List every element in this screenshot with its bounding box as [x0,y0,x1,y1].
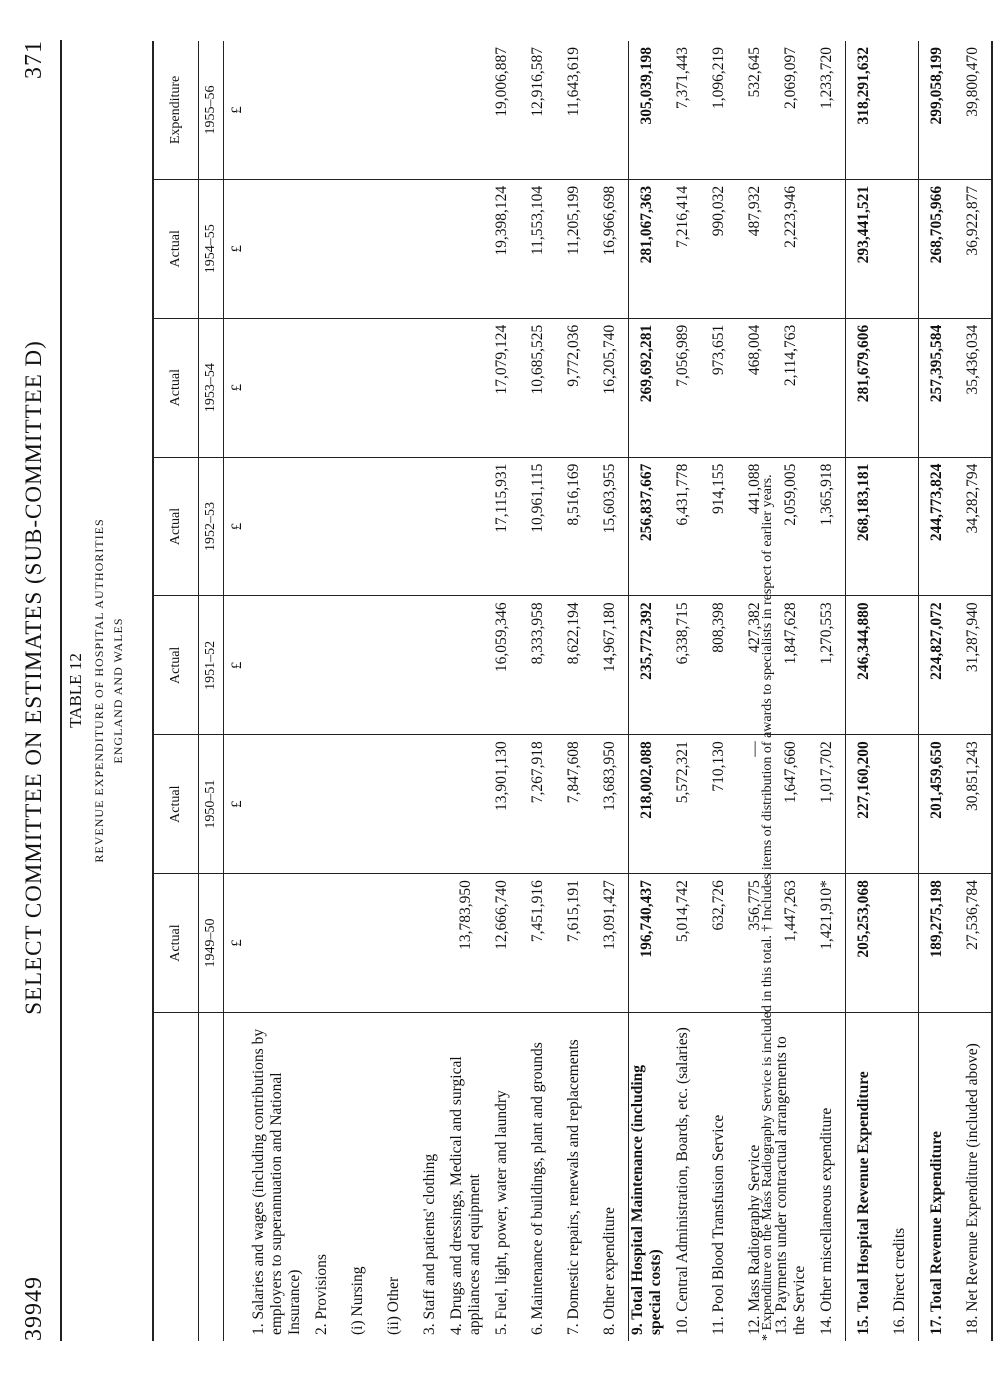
cell-value: 14,967,180 [592,596,629,735]
cell-value: 632,726 [701,874,737,1013]
cell-value: 8,622,194 [556,596,592,735]
cell-value: 35,436,034 [955,318,992,457]
cell-value: 318,291,632 [846,41,883,179]
cell-value [412,457,448,596]
cell-value: 487,932 [737,179,773,318]
cell-value [340,735,376,874]
cell-value: 16,205,740 [592,318,629,457]
cell-value: 5,014,742 [665,874,701,1013]
cell-value: 1,447,263 [773,874,809,1013]
table-subtitle-1: REVENUE EXPENDITURE OF HOSPITAL AUTHORITIES [92,518,106,863]
cell-value: 11,553,104 [520,179,556,318]
cell-value: 8,516,169 [556,457,592,596]
cell-value: 7,615,191 [556,874,592,1013]
cell-value [448,41,484,179]
cell-value [376,457,412,596]
cell-value [448,596,484,735]
cell-value [412,874,448,1013]
table-title-block [66,0,126,1381]
row-label: 15. Total Hospital Revenue Expenditure [846,1012,883,1341]
cell-value [376,874,412,1013]
cell-value [376,41,412,179]
row-label: 7. Domestic repairs, renewals and replacements [556,1012,592,1341]
cell-value: 201,459,650 [919,735,956,874]
cell-value: 9,772,036 [556,318,592,457]
cell-value [304,41,340,179]
cell-value: 1,365,918 [809,457,846,596]
cell-value [882,179,919,318]
table-row [412,41,448,1341]
cell-value: 2,059,005 [773,457,809,596]
row-label: 13. Payments under contractual arrangements to the Service [773,1012,809,1341]
table-year-row [199,41,224,1341]
cell-value: 27,536,784 [955,874,992,1013]
cell-value: 244,773,824 [919,457,956,596]
cell-value [412,41,448,179]
cell-value: 356,775 [737,874,773,1013]
row-label: (i) Nursing [340,1012,376,1341]
cell-value [448,457,484,596]
page-number: 371 [20,40,47,79]
cell-value: 13,901,130 [484,735,520,874]
cell-value: 5,572,321 [665,735,701,874]
cell-value: 2,069,097 [782,47,799,109]
row-label: 6. Maintenance of buildings, plant and grounds [520,1012,556,1341]
row-label: 9. Total Hospital Maintenance (including special costs) [629,1012,666,1341]
cell-value: 973,651 [701,318,737,457]
cell-value: 8,333,958 [520,596,556,735]
cell-value: 2,223,946 [773,179,809,318]
cell-value [250,457,304,596]
cell-value [412,596,448,735]
cell-value [882,596,919,735]
cell-value [250,874,304,1013]
cell-value: 7,056,989 [665,318,701,457]
cell-value: 532,645 [746,47,763,98]
cell-value: 10,685,525 [520,318,556,457]
currency-mark: £ [224,318,251,457]
table-row [701,41,737,1341]
row-label: 3. Staff and patients' clothing [412,1012,448,1341]
cell-value [376,735,412,874]
cell-value: 10,961,115 [520,457,556,596]
cell-value: 990,032 [701,179,737,318]
cell-value: 468,004 [737,318,773,457]
cell-value: 1,421,910* [809,874,846,1013]
cell-value [376,179,412,318]
running-head [18,40,50,1341]
table-row [304,41,340,1341]
cell-value: 19,398,124 [484,179,520,318]
table-row [665,41,701,1341]
currency-mark: £ [224,457,251,596]
cell-value: 268,705,966 [919,179,956,318]
cell-value: 256,837,667 [629,457,666,596]
cell-value: 11,643,619 [565,47,582,117]
cell-value [882,318,919,457]
table-row [955,41,992,1341]
header-desc [153,1012,199,1341]
cell-value [809,318,846,457]
cell-value: 1,017,702 [809,735,846,874]
table-row [340,41,376,1341]
cell-value: 235,772,392 [629,596,666,735]
table-row [809,41,846,1341]
row-label: 12. Mass Radiography Service [737,1012,773,1341]
running-head-title: SELECT COMMITTEE ON ESTIMATES (SUB-COMMITTEE D) [21,340,46,1015]
cell-value [412,179,448,318]
cell-value [376,318,412,457]
table-subtitle-2: ENGLAND AND WALES [111,617,125,764]
cell-value [340,318,376,457]
cell-value: 13,783,950 [448,874,484,1013]
cell-value [412,735,448,874]
cell-value: 7,847,608 [556,735,592,874]
table-header-row [153,41,199,1341]
header-col-type: Actual [153,457,199,596]
cell-value: 808,398 [701,596,737,735]
cell-value [882,41,919,179]
cell-value: 205,253,068 [846,874,883,1013]
cell-value: 1,647,660 [773,735,809,874]
cell-value [882,457,919,596]
cell-value [592,41,629,179]
header-col-years: 1953–54 [199,318,224,457]
currency-mark: £ [224,874,251,1013]
cell-value: 34,282,794 [955,457,992,596]
cell-value: 6,338,715 [665,596,701,735]
cell-value: 13,683,950 [592,735,629,874]
cell-value: 30,851,243 [955,735,992,874]
cell-value: 11,205,199 [556,179,592,318]
header-col-type: Actual [153,735,199,874]
header-col-type: Actual [153,596,199,735]
row-label: 18. Net Revenue Expenditure (included above) [955,1012,992,1341]
cell-value: 218,002,088 [629,735,666,874]
cell-value [882,874,919,1013]
cell-value: 224,827,072 [919,596,956,735]
header-col-type: Actual [153,179,199,318]
cell-value [340,41,376,179]
cell-value [448,179,484,318]
cell-value: 31,287,940 [955,596,992,735]
cell-value [250,735,304,874]
cell-value [250,179,304,318]
cell-value: 12,916,587 [529,47,546,117]
cell-value [376,596,412,735]
header-rule [60,40,62,1341]
cell-value [448,318,484,457]
cell-value: 246,344,880 [846,596,883,735]
header-col-type: Actual [153,318,199,457]
currency-mark: £ [228,106,245,114]
cell-value: 2,114,763 [773,318,809,457]
cell-value [304,596,340,735]
row-label: 1. Salaries and wages (including contributions by employers to superannuation and National Insurance) [250,1012,304,1341]
cell-value: 293,441,521 [846,179,883,318]
cell-value [304,874,340,1013]
expenditure-table [152,41,995,1341]
cell-value: 427,382 [737,596,773,735]
cell-value: 15,603,955 [592,457,629,596]
table-title: TABLE 12 [66,653,85,728]
cell-value: 36,922,877 [955,179,992,318]
row-label: 10. Central Administration, Boards, etc. (salaries) [665,1012,701,1341]
cell-value: 13,091,427 [592,874,629,1013]
header-col-years: 1949–50 [199,874,224,1013]
cell-value: 6,431,778 [665,457,701,596]
cell-value: 12,666,740 [484,874,520,1013]
header-col-type: Actual [153,874,199,1013]
cell-value [809,179,846,318]
cell-value [250,596,304,735]
cell-value: 19,006,887 [493,47,510,117]
table-row [882,41,919,1341]
cell-value [304,457,340,596]
header-col-years: 1950–51 [199,735,224,874]
table-row [846,41,883,1341]
cell-value: 196,740,437 [629,874,666,1013]
side-number: 39949 [20,1276,47,1341]
cell-value: 1,270,553 [809,596,846,735]
cell-value: — [737,735,773,874]
table-row [520,41,556,1341]
table-row [448,41,484,1341]
cell-value: 7,216,414 [665,179,701,318]
cell-value [304,179,340,318]
cell-value: 1,096,219 [710,47,727,109]
cell-value [250,318,304,457]
cell-value [412,318,448,457]
cell-value: 281,679,606 [846,318,883,457]
table-footnote: * Expenditure on the Mass Radiography Service is included in this total. † Includes items of distribution of awards to specialists in respect of earlier years. [760,474,775,1341]
table-row [773,41,809,1341]
currency-mark: £ [224,179,251,318]
table-row [250,41,304,1341]
cell-value [304,735,340,874]
cell-value [882,735,919,874]
cell-value: 17,115,931 [484,457,520,596]
row-label: (ii) Other [376,1012,412,1341]
cell-value [304,318,340,457]
row-label: 14. Other miscellaneous expenditure [809,1012,846,1341]
cell-value: 16,059,346 [484,596,520,735]
row-label: 8. Other expenditure [592,1012,629,1341]
cell-value: 914,155 [701,457,737,596]
row-label: 16. Direct credits [882,1012,919,1341]
cell-value [340,874,376,1013]
cell-value: 281,067,363 [629,179,666,318]
cell-value: 227,160,200 [846,735,883,874]
cell-value: 268,183,181 [846,457,883,596]
cell-value [448,735,484,874]
header-col-years: 1954–55 [199,179,224,318]
cell-value: 1,847,628 [773,596,809,735]
table-row [376,41,412,1341]
cell-value: 305,039,198 [629,41,666,179]
cell-value: 16,966,698 [592,179,629,318]
currency-row [224,41,251,1341]
table-row [629,41,666,1341]
cell-value: 189,275,198 [919,874,956,1013]
cell-value: 7,451,916 [520,874,556,1013]
row-label: 4. Drugs and dressings, Medical and surgical appliances and equipment [448,1012,484,1341]
cell-value: 299,058,199 [919,41,956,179]
header-col-type: Expenditure [153,41,199,179]
table-row [484,41,520,1341]
row-label: 17. Total Revenue Expenditure [919,1012,956,1341]
currency-mark: £ [224,596,251,735]
header-col-years: 1951–52 [199,596,224,735]
cell-value [340,596,376,735]
currency-mark: £ [224,735,251,874]
cell-value [250,41,304,179]
cell-value [340,457,376,596]
header-col-years: 1955–56 [199,41,224,179]
table-row [556,41,592,1341]
row-label: 2. Provisions [304,1012,340,1341]
cell-value: 257,395,584 [919,318,956,457]
cell-value: 710,130 [701,735,737,874]
cell-value: 1,233,720 [818,47,835,109]
cell-value: 7,267,918 [520,735,556,874]
table-row [919,41,956,1341]
cell-value: 441,088 [737,457,773,596]
cell-value [340,179,376,318]
row-label: 5. Fuel, light, power, water and laundry [484,1012,520,1341]
cell-value: 7,371,443 [674,47,691,109]
cell-value: 269,692,281 [629,318,666,457]
cell-value: 17,079,124 [484,318,520,457]
header-col-years: 1952–53 [199,457,224,596]
row-label: 11. Pool Blood Transfusion Service [701,1012,737,1341]
cell-value: 39,800,470 [964,47,981,117]
table-row [592,41,629,1341]
